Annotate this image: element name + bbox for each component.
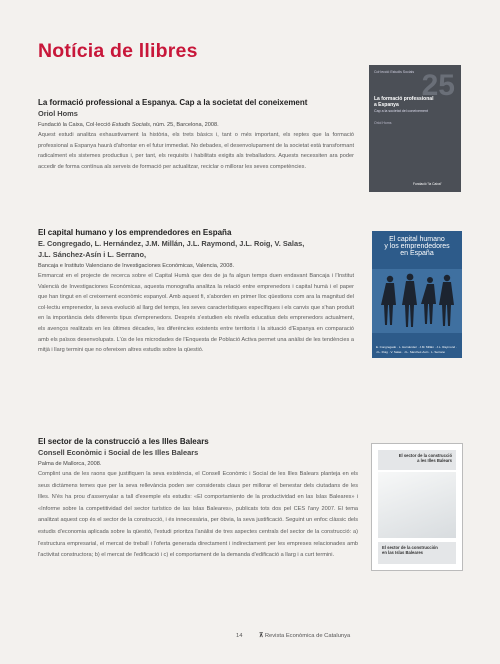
cover-subtitle: Cap a la societat del coneixement	[374, 109, 428, 113]
article-publisher: Palma de Mallorca, 2008.	[38, 461, 102, 467]
article-title: La formació professional a Espanya. Cap a la societat del coneixement	[38, 98, 308, 107]
cover-silhouettes-image	[372, 269, 462, 333]
article-1	[38, 97, 354, 172]
footer-publication	[259, 633, 350, 639]
cover-number: 25	[421, 69, 455, 102]
cover-title-bottom: El sector de la construcción	[382, 545, 438, 550]
book-cover-2	[372, 231, 462, 358]
article-authors: E. Congregado, L. Hernández, J.M. Millán, J.L. Raymond, J.L. Roig, V. Salas,	[38, 239, 305, 248]
article-authors: Oriol Homs	[38, 109, 78, 118]
publication-name: Revista Econòmica de Catalunya	[264, 633, 351, 639]
book-cover-1	[369, 65, 461, 192]
cover-image	[378, 472, 456, 538]
article-authors: Consell Econòmic i Social de les Illes Balears	[38, 448, 199, 457]
cover-publisher-logo: Fundació "la Caixa"	[413, 182, 442, 186]
page-number: 14	[236, 633, 243, 639]
cover-title-2: y los emprendedores	[384, 243, 450, 250]
article-body: Complint una de les raons que justifiquen la seva existència, el Consell Econòmic i Social de les Illes Balears planteja en els seus dictàmens temes que per la seva rellevància poden ser considerats claus per millorar el benestar dels ciutadans de les Illes. N'és ha prou d'assenyalar a tall d'exemple els estudis: «El comportamiento de la productividad en las Islas Baleares» i «Informe sobre la competitividad del sector turístico de las Islas Baleares», publicats tots dos pel CES l'any 2007. El tema analitzat aquest cop és el sector de la construcció, i és innecessària, per òbvia, la seva justificació. Seguint un enfoc clàssic dels estudis d'economia aplicada sobre la qüestió, l'estudi prioritza l'anàlisi de tres aspectes centrals del sector de la construcció: a) l'estructura empresarial, el mercat de treball i l'oferta generada directament i indirectament per les empreses relacionades amb l'activitat constructora; b) el mercat de l'edificació i c) el comportament de la demanda d'edificació a llarg i a curt termini.	[38, 471, 358, 559]
article-publisher: Bancaja e Instituto Valenciano de Investigaciones Económicas, Valencia, 2008.	[38, 263, 235, 269]
cover-title-2: a Espanya	[374, 102, 399, 108]
cover-title: El capital humano	[389, 236, 445, 243]
cover-title-3: en España	[400, 250, 434, 257]
cover-title: La formació professional	[374, 96, 434, 102]
cover-title-2: a les Illes Balears	[417, 458, 452, 463]
article-authors-2: J.L. Sánchez-Asín i L. Serrano,	[38, 250, 147, 259]
article-3	[38, 436, 358, 562]
article-title: El capital humano y los emprendedores en España	[38, 228, 232, 237]
article-2	[38, 227, 354, 356]
article-publisher: Fundació la Caixa, Col·lecció Estudis Socials, núm. 25, Barcelona, 2008.	[38, 122, 219, 128]
cover-title: El sector de la construcció	[398, 453, 452, 458]
page-title: Notícia de llibres	[38, 40, 198, 62]
cover-series: Col·lecció Estudis Socials	[374, 70, 415, 74]
cover-author: Oriol Homs	[374, 121, 392, 125]
publication-logo-icon: ⊼	[259, 633, 264, 639]
cover-authors: E. Congregado · L. Hernández · J.M. Millán · J.L. Raymond · J.L. Roig · V. Salas · J.L. Sánchez-Asín · L. Serrano	[376, 345, 457, 354]
book-cover-3	[371, 443, 463, 571]
article-body: Aquest estudi analitza exhaustivament la història, els trets bàsics i, tant o més important, els reptes que la formació professional a Espanya haurà d'afrontar en el futur immediat. No debades, el desenvolupament de la societat està transformant radicalment els sistemes productius i, per tant, els requisits i habilitats exigits als treballadors. Aquests necessiten ara poder accedir de forma contínua als serveis de formació per actualitzar, reciclar o millorar les seves competències.	[38, 132, 354, 170]
article-body: Emmarcat en el projecte de recerca sobre el Capital Humà que des de ja fa algun temps duen endavant Bancaja i l'Institut Valencià de Investigaciones Económicas, aquesta monografia analitza la relació entre emprenedors i capital humà i el paper que han tingut en el creixement econòmic espanyol. Amb aquest fi, s'aborden en primer lloc qüestions com ara la magnitud del col·lectiu emprenedor, la seva evolució al llarg del temps, les seves característiques específiques i els canvis que s'han produït en la importància dels diferents tipus d'emprenedors. Després s'estudien els nivells educatius dels emprenedors actualment, els avenços realitzats en les últimes dècades, les diferències existents entre territoris i la situació d'Espanya en comparació amb els països desenvolupats. L'ús de les microdades de l'Enquesta de Població Activa permet una anàlisi de les tendències a mitjà i llarg termini que no ofereixen altres estudis sobre la qüestió.	[38, 273, 354, 354]
article-title: El sector de la construcció a les Illes Balears	[38, 437, 209, 446]
cover-title-bottom-2: en las Islas Baleares	[382, 550, 423, 555]
